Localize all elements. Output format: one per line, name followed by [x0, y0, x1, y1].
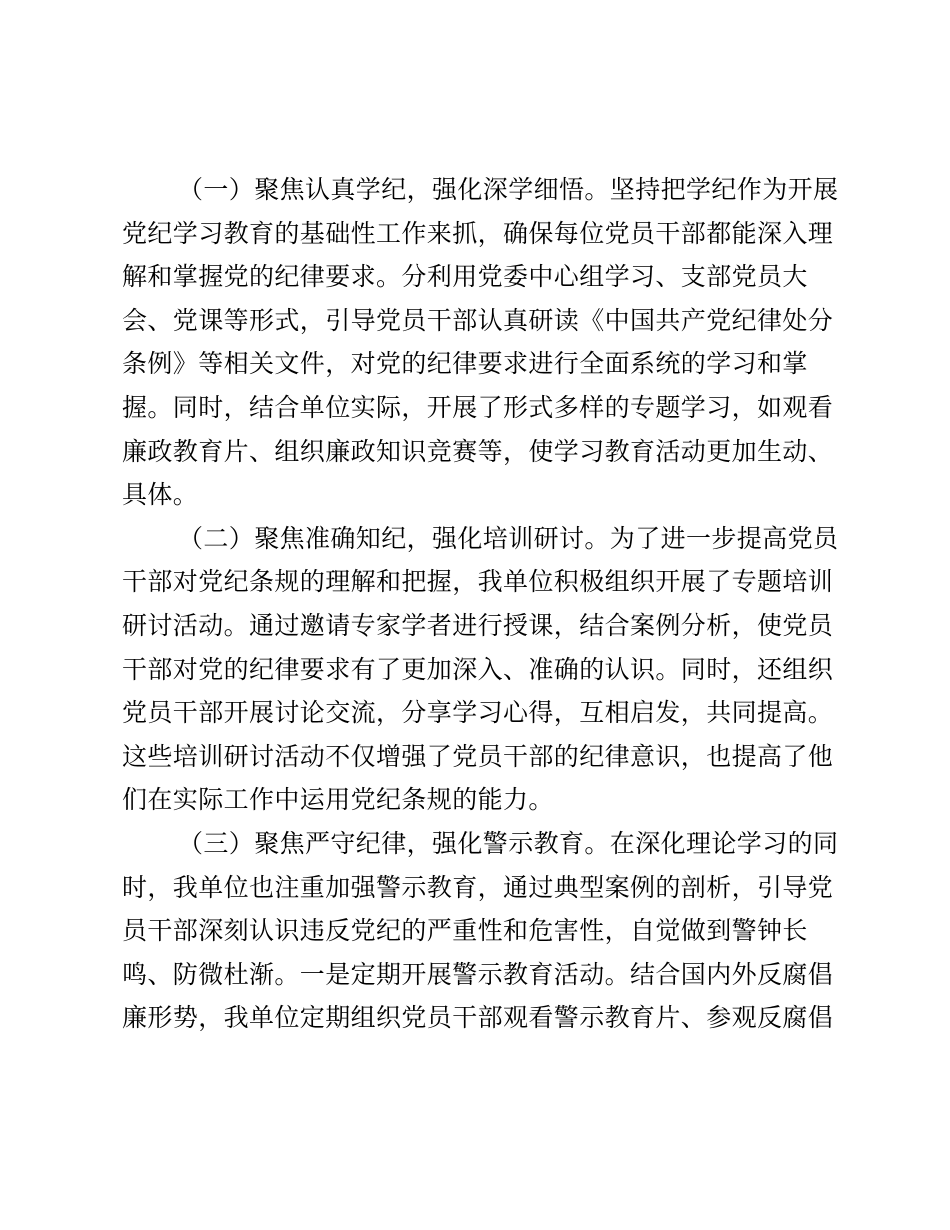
paragraph-line: 员干部深刻认识违反党纪的严重性和危害性，自觉做到警钟长	[122, 916, 808, 946]
paragraph-line: 廉形势，我单位定期组织党员干部观看警示教育片、参观反腐倡	[122, 1003, 834, 1033]
paragraph-line: 握。同时，结合单位实际，开展了形式多样的专题学习，如观看	[122, 392, 834, 422]
paragraph-line: 解和掌握党的纪律要求。分利用党委中心组学习、支部党员大	[122, 262, 808, 292]
paragraph-line: 党员干部开展讨论交流，分享学习心得，互相启发，共同提高。	[122, 698, 834, 728]
paragraph-2	[122, 517, 839, 822]
paragraph-line: 这些培训研讨活动不仅增强了党员干部的纪律意识，也提高了他	[122, 741, 834, 771]
paragraph-line: 们在实际工作中运用党纪条规的能力。	[122, 785, 554, 815]
paragraph-line: （三）聚焦严守纪律，强化警示教育。在深化理论学习的同	[178, 828, 839, 858]
paragraph-line: 时，我单位也注重加强警示教育，通过典型案例的剖析，引导党	[122, 872, 834, 902]
paragraph-1	[122, 168, 839, 517]
paragraph-3	[122, 822, 839, 1040]
paragraph-line: 鸣、防微杜渐。一是定期开展警示教育活动。结合国内外反腐倡	[122, 959, 834, 989]
document-body	[122, 168, 839, 1040]
paragraph-line: 廉政教育片、组织廉政知识竞赛等，使学习教育活动更加生动、	[122, 436, 834, 466]
paragraph-line: 会、党课等形式，引导党员干部认真研读《中国共产党纪律处分	[122, 305, 834, 335]
paragraph-line: （二）聚焦准确知纪，强化培训研讨。为了进一步提高党员	[178, 523, 839, 553]
paragraph-line: 党纪学习教育的基础性工作来抓，确保每位党员干部都能深入理	[122, 218, 834, 248]
paragraph-line: 具体。	[122, 480, 199, 510]
paragraph-line: 干部对党的纪律要求有了更加深入、准确的认识。同时，还组织	[122, 654, 834, 684]
paragraph-line: 干部对党纪条规的理解和把握，我单位积极组织开展了专题培训	[122, 567, 834, 597]
paragraph-line: 研讨活动。通过邀请专家学者进行授课，结合案例分析，使党员	[122, 610, 834, 640]
paragraph-line: （一）聚焦认真学纪，强化深学细悟。坚持把学纪作为开展	[178, 175, 839, 204]
paragraph-line: 条例》等相关文件，对党的纪律要求进行全面系统的学习和掌	[122, 349, 808, 379]
